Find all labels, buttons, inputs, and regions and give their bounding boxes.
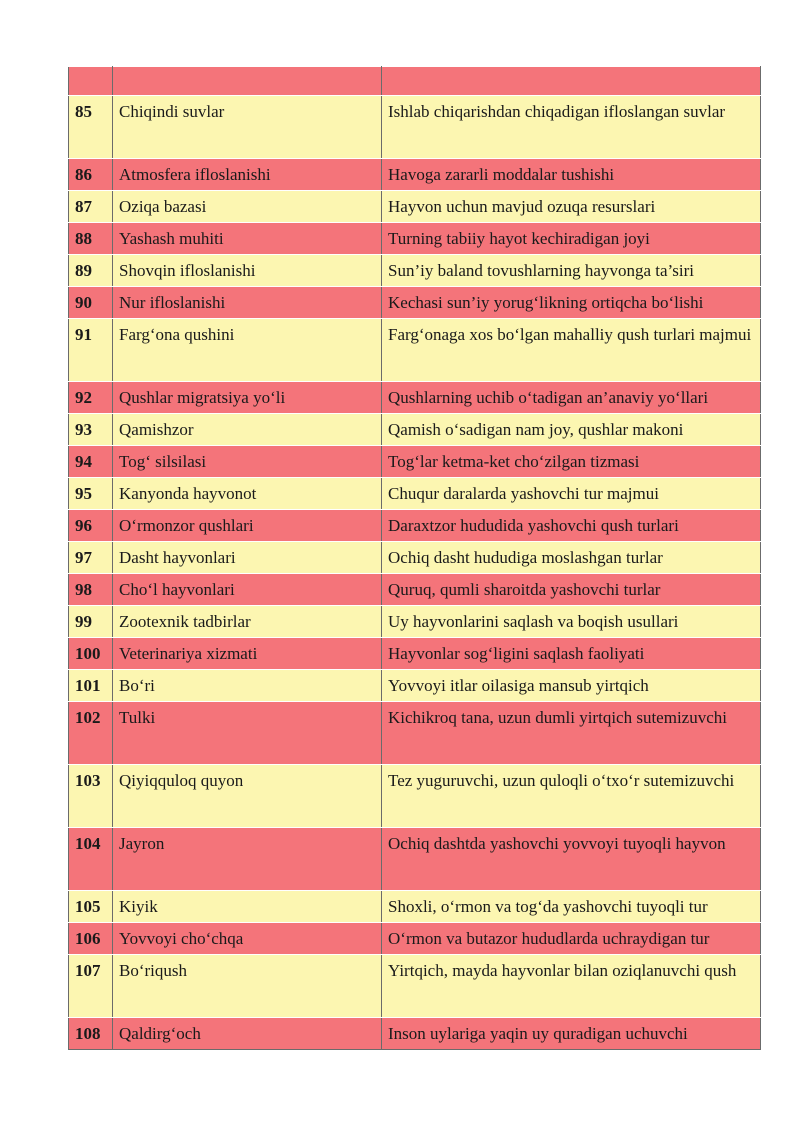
- table-cell-empty: [113, 67, 382, 96]
- term-cell: Yashash muhiti: [113, 223, 382, 255]
- term-cell: Atmosfera ifloslanishi: [113, 159, 382, 191]
- table-row: [69, 255, 761, 287]
- row-number: 85: [69, 96, 113, 159]
- table-row: [69, 702, 761, 765]
- definition-cell: Havoga zararli moddalar tushishi: [382, 159, 761, 191]
- definition-cell: Chuqur daralarda yashovchi tur majmui: [382, 478, 761, 510]
- definition-cell: Yovvoyi itlar oilasiga mansub yirtqich: [382, 670, 761, 702]
- term-cell: Farg‘ona qushini: [113, 319, 382, 382]
- definition-cell: Inson uylariga yaqin uy quradigan uchuvchi: [382, 1018, 761, 1050]
- glossary-table-body: [69, 67, 761, 1050]
- table-cell-empty: [69, 67, 113, 96]
- definition-cell: Tog‘lar ketma-ket cho‘zilgan tizmasi: [382, 446, 761, 478]
- table-row: [69, 510, 761, 542]
- definition-cell: Quruq, qumli sharoitda yashovchi turlar: [382, 574, 761, 606]
- definition-cell: Ochiq dashtda yashovchi yovvoyi tuyoqli hayvon: [382, 828, 761, 891]
- table-row: [69, 319, 761, 382]
- row-number: 87: [69, 191, 113, 223]
- row-number: 107: [69, 955, 113, 1018]
- row-number: 105: [69, 891, 113, 923]
- row-number: 88: [69, 223, 113, 255]
- term-cell: Chiqindi suvlar: [113, 96, 382, 159]
- term-cell: Tulki: [113, 702, 382, 765]
- term-cell: Oziqa bazasi: [113, 191, 382, 223]
- definition-cell: Daraxtzor hududida yashovchi qush turlari: [382, 510, 761, 542]
- term-cell: Yovvoyi cho‘chqa: [113, 923, 382, 955]
- table-row: [69, 223, 761, 255]
- term-cell: Kiyik: [113, 891, 382, 923]
- row-number: 98: [69, 574, 113, 606]
- row-number: 106: [69, 923, 113, 955]
- row-number: 91: [69, 319, 113, 382]
- definition-cell: Shoxli, o‘rmon va tog‘da yashovchi tuyoqli tur: [382, 891, 761, 923]
- term-cell: Cho‘l hayvonlari: [113, 574, 382, 606]
- row-number: 103: [69, 765, 113, 828]
- row-number: 99: [69, 606, 113, 638]
- row-number: 101: [69, 670, 113, 702]
- term-cell: Shovqin ifloslanishi: [113, 255, 382, 287]
- row-number: 94: [69, 446, 113, 478]
- table-row: [69, 478, 761, 510]
- definition-cell: Kechasi sun’iy yorug‘likning ortiqcha bo‘lishi: [382, 287, 761, 319]
- definition-cell: Ochiq dasht hududiga moslashgan turlar: [382, 542, 761, 574]
- table-row: [69, 765, 761, 828]
- term-cell: Bo‘ri: [113, 670, 382, 702]
- table-row: [69, 287, 761, 319]
- definition-cell: O‘rmon va butazor hududlarda uchraydigan tur: [382, 923, 761, 955]
- definition-cell: Qamish o‘sadigan nam joy, qushlar makoni: [382, 414, 761, 446]
- definition-cell: Sun’iy baland tovushlarning hayvonga ta’siri: [382, 255, 761, 287]
- table-row: [69, 606, 761, 638]
- definition-cell: Turning tabiiy hayot kechiradigan joyi: [382, 223, 761, 255]
- definition-cell: Farg‘onaga xos bo‘lgan mahalliy qush turlari majmui: [382, 319, 761, 382]
- table-row: [69, 1018, 761, 1050]
- row-number: 104: [69, 828, 113, 891]
- definition-cell: Tez yuguruvchi, uzun quloqli o‘txo‘r sutemizuvchi: [382, 765, 761, 828]
- definition-cell: Kichikroq tana, uzun dumli yirtqich sutemizuvchi: [382, 702, 761, 765]
- term-cell: Qiyiqquloq quyon: [113, 765, 382, 828]
- table-row-empty-header: [69, 67, 761, 96]
- table-row: [69, 542, 761, 574]
- term-cell: Kanyonda hayvonot: [113, 478, 382, 510]
- row-number: 108: [69, 1018, 113, 1050]
- term-cell: Qaldirg‘och: [113, 1018, 382, 1050]
- row-number: 102: [69, 702, 113, 765]
- term-cell: Qamishzor: [113, 414, 382, 446]
- row-number: 96: [69, 510, 113, 542]
- row-number: 95: [69, 478, 113, 510]
- term-cell: Zootexnik tadbirlar: [113, 606, 382, 638]
- table-row: [69, 638, 761, 670]
- table-row: [69, 923, 761, 955]
- table-row: [69, 414, 761, 446]
- row-number: 93: [69, 414, 113, 446]
- table-row: [69, 446, 761, 478]
- table-row: [69, 382, 761, 414]
- definition-cell: Ishlab chiqarishdan chiqadigan ifloslangan suvlar: [382, 96, 761, 159]
- term-cell: Jayron: [113, 828, 382, 891]
- table-row: [69, 828, 761, 891]
- term-cell: O‘rmonzor qushlari: [113, 510, 382, 542]
- row-number: 97: [69, 542, 113, 574]
- table-cell-empty: [382, 67, 761, 96]
- table-row: [69, 891, 761, 923]
- row-number: 90: [69, 287, 113, 319]
- term-cell: Bo‘riqush: [113, 955, 382, 1018]
- definition-cell: Qushlarning uchib o‘tadigan an’anaviy yo‘llari: [382, 382, 761, 414]
- table-row: [69, 191, 761, 223]
- document-page: [68, 66, 760, 1050]
- table-row: [69, 159, 761, 191]
- term-cell: Veterinariya xizmati: [113, 638, 382, 670]
- term-cell: Tog‘ silsilasi: [113, 446, 382, 478]
- definition-cell: Yirtqich, mayda hayvonlar bilan oziqlanuvchi qush: [382, 955, 761, 1018]
- table-row: [69, 96, 761, 159]
- glossary-table: [68, 66, 761, 1050]
- definition-cell: Hayvonlar sog‘ligini saqlash faoliyati: [382, 638, 761, 670]
- table-row: [69, 574, 761, 606]
- term-cell: Nur ifloslanishi: [113, 287, 382, 319]
- definition-cell: Uy hayvonlarini saqlash va boqish usullari: [382, 606, 761, 638]
- row-number: 89: [69, 255, 113, 287]
- term-cell: Dasht hayvonlari: [113, 542, 382, 574]
- term-cell: Qushlar migratsiya yo‘li: [113, 382, 382, 414]
- row-number: 100: [69, 638, 113, 670]
- definition-cell: Hayvon uchun mavjud ozuqa resurslari: [382, 191, 761, 223]
- table-row: [69, 670, 761, 702]
- row-number: 86: [69, 159, 113, 191]
- table-row: [69, 955, 761, 1018]
- row-number: 92: [69, 382, 113, 414]
